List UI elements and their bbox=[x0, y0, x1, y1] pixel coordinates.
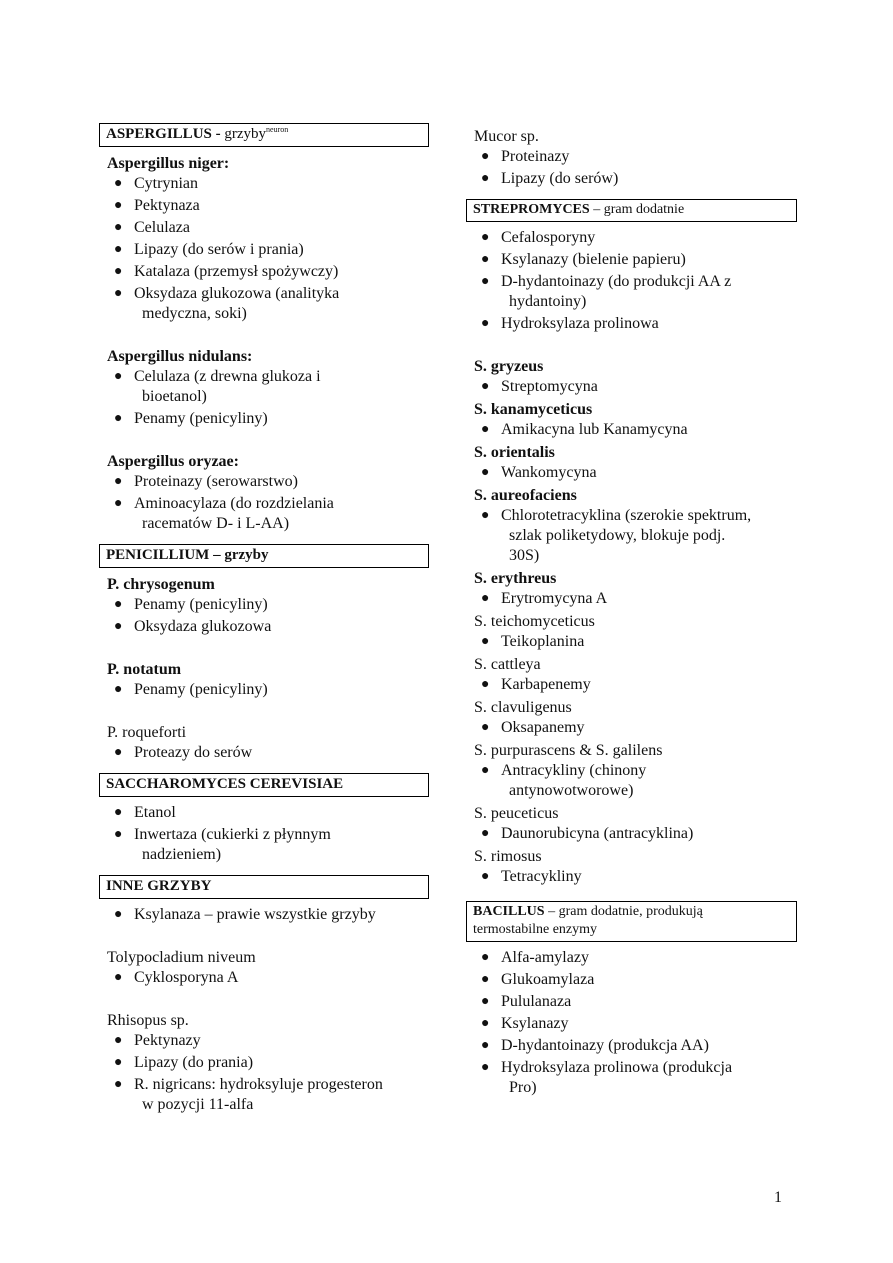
bullet-icon: ● bbox=[114, 1077, 123, 1092]
list-item: ● Penamy (penicyliny) bbox=[114, 596, 268, 613]
list-item: ● R. nigricans: hydroksyluje progesteron w pozycji 11-alfa bbox=[114, 1076, 383, 1113]
bullet-icon: ● bbox=[114, 745, 123, 760]
inne-grzyby-list bbox=[99, 905, 429, 925]
bacillus-list bbox=[466, 948, 797, 1098]
bullet-icon: ● bbox=[481, 634, 490, 649]
s-orientalis-title: S. orientalis bbox=[474, 444, 555, 461]
bullet-icon: ● bbox=[114, 907, 123, 922]
list-item: ● Ksylanazy (bielenie papieru) bbox=[481, 251, 686, 268]
list-item: ● Cefalosporyny bbox=[481, 229, 596, 246]
bullet-icon: ● bbox=[114, 1033, 123, 1048]
bullet-icon: ● bbox=[481, 230, 490, 245]
s-purpurascens-list bbox=[466, 761, 797, 801]
aspergillus-header-text: grzyby bbox=[220, 126, 267, 142]
bullet-icon: ● bbox=[481, 1038, 490, 1053]
list-item: ● Karbapenemy bbox=[481, 676, 591, 693]
list-item: ● Alfa-amylazy bbox=[481, 949, 589, 966]
bullet-icon: ● bbox=[481, 994, 490, 1009]
bullet-icon: ● bbox=[114, 597, 123, 612]
s-aureofaciens-title: S. aureofaciens bbox=[474, 487, 577, 504]
bullet-icon: ● bbox=[481, 869, 490, 884]
p-roqueforti-title: P. roqueforti bbox=[107, 724, 187, 741]
streptomyces-section-header: STREPROMYCES – gram dodatnie bbox=[466, 199, 797, 222]
bullet-icon: ● bbox=[114, 619, 123, 634]
bullet-icon: ● bbox=[114, 242, 123, 257]
s-erythreus-list bbox=[466, 589, 797, 609]
bullet-icon: ● bbox=[114, 474, 123, 489]
tolypocladium-list bbox=[99, 968, 429, 988]
s-teichomyceticus-title: S. teichomyceticus bbox=[474, 613, 595, 630]
p-notatum-title: P. notatum bbox=[107, 661, 182, 678]
s-rimosus-list bbox=[466, 867, 797, 887]
bullet-icon: ● bbox=[114, 176, 123, 191]
mucor-list bbox=[466, 147, 797, 189]
list-item: ● Penamy (penicyliny) bbox=[114, 410, 268, 427]
aspergillus-oryzae-list bbox=[99, 472, 429, 534]
bullet-icon: ● bbox=[481, 677, 490, 692]
list-item: ● Oksydaza glukozowa bbox=[114, 618, 272, 635]
list-item: ● D-hydantoinazy (produkcja AA) bbox=[481, 1037, 709, 1054]
bullet-icon: ● bbox=[481, 763, 490, 778]
bullet-icon: ● bbox=[481, 149, 490, 164]
list-item: ● Pektynazy bbox=[114, 1032, 201, 1049]
list-item: ● Oksydaza glukozowa (analityka medyczna, soki) bbox=[114, 285, 340, 322]
list-item: ● Daunorubicyna (antracyklina) bbox=[481, 825, 694, 842]
bullet-icon: ● bbox=[481, 465, 490, 480]
s-clavuligenus-list bbox=[466, 718, 797, 738]
p-chrysogenum-title: P. chrysogenum bbox=[107, 576, 215, 593]
aspergillus-niger-title: Aspergillus niger: bbox=[107, 155, 230, 172]
list-item: ● Lipazy (do serów i prania) bbox=[114, 241, 304, 258]
list-item: ● Tetracykliny bbox=[481, 868, 582, 885]
list-item: ● Lipazy (do serów) bbox=[481, 170, 619, 187]
bullet-icon: ● bbox=[114, 286, 123, 301]
list-item: ● D-hydantoinazy (do produkcji AA z hydantoiny) bbox=[481, 273, 732, 310]
bullet-icon: ● bbox=[481, 422, 490, 437]
s-gryzeus-title: S. gryzeus bbox=[474, 358, 544, 375]
bullet-icon: ● bbox=[481, 1060, 490, 1075]
s-clavuligenus-title: S. clavuligenus bbox=[474, 699, 572, 716]
list-item: ● Chlorotetracyklina (szerokie spektrum, szlak poliketydowy, blokuje podj. 30S) bbox=[481, 507, 752, 564]
list-item: ● Celulaza (z drewna glukoza i bioetanol) bbox=[114, 368, 321, 405]
s-teichomyceticus-list bbox=[466, 632, 797, 652]
bullet-icon: ● bbox=[481, 720, 490, 735]
bullet-icon: ● bbox=[481, 508, 490, 523]
aspergillus-niger-list bbox=[99, 174, 429, 324]
list-item: ● Proteinazy (serowarstwo) bbox=[114, 473, 298, 490]
list-item: ● Pektynaza bbox=[114, 197, 200, 214]
penicillium-section-header: PENICILLIUM – grzyby bbox=[99, 544, 429, 568]
bullet-icon: ● bbox=[114, 220, 123, 235]
list-item: ● Celulaza bbox=[114, 219, 190, 236]
right-column bbox=[466, 126, 797, 1100]
list-item: ● Pululanaza bbox=[481, 993, 572, 1010]
list-item: ● Inwertaza (cukierki z płynnym nadzieniem) bbox=[114, 826, 331, 863]
aspergillus-section-header bbox=[99, 123, 429, 147]
bullet-icon: ● bbox=[481, 591, 490, 606]
s-kanamyceticus-title: S. kanamyceticus bbox=[474, 401, 593, 418]
list-item: ● Cyklosporyna A bbox=[114, 969, 239, 986]
s-gryzeus-list bbox=[466, 377, 797, 397]
saccharomyces-section-header: SACCHAROMYCES CEREVISIAE bbox=[99, 773, 429, 797]
aspergillus-nidulans-list bbox=[99, 367, 429, 429]
list-item: ● Amikacyna lub Kanamycyna bbox=[481, 421, 688, 438]
list-item: ● Teikoplanina bbox=[481, 633, 585, 650]
s-purpurascens-title: S. purpurascens & S. galilens bbox=[474, 742, 663, 759]
bullet-icon: ● bbox=[481, 274, 490, 289]
bullet-icon: ● bbox=[481, 316, 490, 331]
tolypocladium-title: Tolypocladium niveum bbox=[107, 949, 256, 966]
bullet-icon: ● bbox=[114, 805, 123, 820]
s-peuceticus-title: S. peuceticus bbox=[474, 805, 559, 822]
list-item: ● Katalaza (przemysł spożywczy) bbox=[114, 263, 339, 280]
list-item: ● Hydroksylaza prolinowa (produkcja Pro) bbox=[481, 1059, 733, 1096]
list-item: ● Etanol bbox=[114, 804, 176, 821]
bullet-icon: ● bbox=[114, 496, 123, 511]
s-rimosus-title: S. rimosus bbox=[474, 848, 542, 865]
p-notatum-list bbox=[99, 680, 429, 700]
p-roqueforti-list bbox=[99, 743, 429, 763]
bullet-icon: ● bbox=[481, 950, 490, 965]
streptomyces-list bbox=[466, 228, 797, 334]
s-kanamyceticus-list bbox=[466, 420, 797, 440]
list-item: ● Glukoamylaza bbox=[481, 971, 595, 988]
bullet-icon: ● bbox=[481, 379, 490, 394]
bullet-icon: ● bbox=[481, 171, 490, 186]
bullet-icon: ● bbox=[114, 827, 123, 842]
aspergillus-header-bold: ASPERGILLUS - bbox=[106, 126, 221, 142]
bullet-icon: ● bbox=[114, 369, 123, 384]
p-chrysogenum-list bbox=[99, 595, 429, 637]
list-item: ● Oksapanemy bbox=[481, 719, 585, 736]
mucor-title: Mucor sp. bbox=[474, 128, 539, 145]
page-number: 1 bbox=[774, 1189, 782, 1206]
bullet-icon: ● bbox=[481, 252, 490, 267]
bullet-icon: ● bbox=[481, 1016, 490, 1031]
rhisopus-list bbox=[99, 1031, 429, 1115]
s-cattleya-title: S. cattleya bbox=[474, 656, 541, 673]
inne-grzyby-section-header: INNE GRZYBY bbox=[99, 875, 429, 899]
bullet-icon: ● bbox=[481, 826, 490, 841]
list-item: ● Streptomycyna bbox=[481, 378, 598, 395]
list-item: ● Aminoacylaza (do rozdzielania racematów D- i L-AA) bbox=[114, 495, 334, 532]
list-item: ● Ksylanaza – prawie wszystkie grzyby bbox=[114, 906, 376, 923]
s-erythreus-title: S. erythreus bbox=[474, 570, 557, 587]
bullet-icon: ● bbox=[114, 264, 123, 279]
bullet-icon: ● bbox=[114, 682, 123, 697]
s-orientalis-list bbox=[466, 463, 797, 483]
s-aureofaciens-list bbox=[466, 506, 797, 566]
bullet-icon: ● bbox=[114, 198, 123, 213]
aspergillus-header-superscript: neuron bbox=[266, 125, 289, 134]
list-item: ● Proteinazy bbox=[481, 148, 570, 165]
bullet-icon: ● bbox=[481, 972, 490, 987]
list-item: ● Antracykliny (chinony antynowotworowe) bbox=[481, 762, 647, 799]
saccharomyces-list bbox=[99, 803, 429, 865]
s-peuceticus-list bbox=[466, 824, 797, 844]
aspergillus-oryzae-title: Aspergillus oryzae: bbox=[107, 453, 239, 470]
list-item: ● Proteazy do serów bbox=[114, 744, 253, 761]
aspergillus-nidulans-title: Aspergillus nidulans: bbox=[107, 348, 253, 365]
list-item: ● Ksylanazy bbox=[481, 1015, 569, 1032]
bacillus-section-header: BACILLUS – gram dodatnie, produkują termostabilne enzymy bbox=[466, 901, 797, 942]
bullet-icon: ● bbox=[114, 1055, 123, 1070]
s-cattleya-list bbox=[466, 675, 797, 695]
left-column bbox=[99, 123, 429, 1117]
list-item: ● Penamy (penicyliny) bbox=[114, 681, 268, 698]
list-item: ● Lipazy (do prania) bbox=[114, 1054, 254, 1071]
bullet-icon: ● bbox=[114, 411, 123, 426]
list-item: ● Cytrynian bbox=[114, 175, 198, 192]
bullet-icon: ● bbox=[114, 970, 123, 985]
rhisopus-title: Rhisopus sp. bbox=[107, 1012, 189, 1029]
list-item: ● Erytromycyna A bbox=[481, 590, 608, 607]
list-item: ● Wankomycyna bbox=[481, 464, 597, 481]
list-item: ● Hydroksylaza prolinowa bbox=[481, 315, 659, 332]
